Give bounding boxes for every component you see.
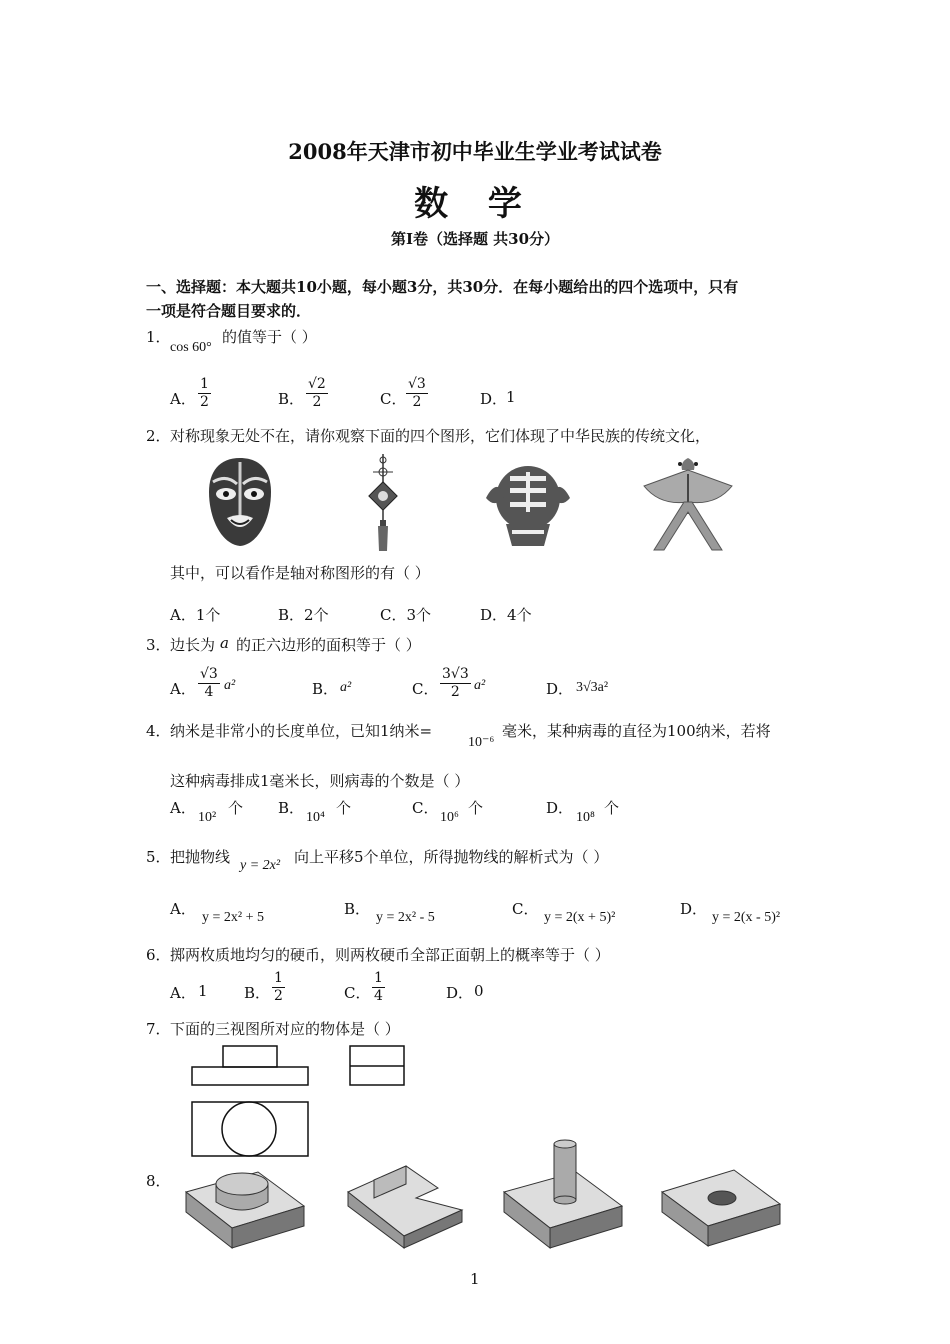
q3-option-b-label: B． (312, 680, 339, 698)
q6-option-b-label: B． (244, 984, 271, 1002)
q6-stem: 掷两枚质地均匀的硬币，则两枚硬币全部正面朝上的概率等于（ ） (170, 946, 610, 964)
q1-option-a-fraction (198, 376, 211, 411)
q4-option-c-unit: 个 (468, 799, 484, 817)
q5-option-c-value: y = 2(x + 5)² (544, 910, 616, 925)
q6-option-d-label: D． (446, 984, 474, 1002)
q2-option-b: B．2个 (278, 606, 329, 624)
q1-c-numerator: √3 (408, 376, 426, 392)
q3-c-tail: a² (474, 678, 486, 693)
side-view-icon (348, 1044, 408, 1088)
opera-mask-icon (205, 456, 275, 548)
exam-title: 2008年天津市初中毕业生学业考试试卷 (288, 139, 662, 164)
q1-a-numerator: 1 (200, 376, 209, 392)
q5-option-c-label: C． (512, 900, 539, 918)
q6-option-a-value: 1 (198, 982, 208, 1000)
q4-number: 4． (146, 722, 171, 740)
q1-option-d-value: 1 (506, 388, 516, 406)
section-instruction-line2: 一项是符合题目要求的． (146, 302, 312, 320)
q1-c-denominator: 2 (412, 394, 422, 410)
q4-option-c-value: 10⁶ (440, 810, 459, 825)
q2-option-c: C．3个 (380, 606, 432, 624)
q5-number: 5． (146, 848, 171, 866)
q8-number: 8． (146, 1172, 171, 1190)
q1-expression: cos 60° (170, 340, 212, 355)
q4-option-c-label: C． (412, 799, 439, 817)
q2-option-d: D．4个 (480, 606, 532, 624)
q5-option-b-label: B． (344, 900, 371, 918)
swallow-kite-icon (640, 454, 736, 552)
q3-option-b-value: a² (340, 680, 352, 695)
q2-option-a: A．1个 (170, 606, 221, 624)
q3-stem-pre: 边长为 (170, 636, 216, 654)
q3-option-c-fraction (440, 666, 471, 701)
q3-stem-post: 的正六边形的面积等于（ ） (236, 636, 421, 654)
q6-option-c-label: C． (344, 984, 371, 1002)
section-instruction-line1: 一、选择题：本大题共10小题，每小题3分，共30分．在每小题给出的四个选项中，只有 (146, 278, 739, 296)
solid-option-c-icon (502, 1138, 624, 1250)
q5-stem-a: 把抛物线 (170, 848, 231, 866)
page-number: 1 (470, 1270, 480, 1288)
q1-option-d-label: D． (480, 390, 508, 408)
q2-stem: 对称现象无处不在，请你观察下面的四个图形，它们体现了中华民族的传统文化， (170, 427, 711, 445)
q5-stem-b: 向上平移5个单位，所得抛物线的解析式为（ ） (294, 848, 609, 866)
q3-variable: a (220, 634, 229, 652)
q3-a-tail: a² (224, 678, 236, 693)
q6-c-numerator: 1 (374, 970, 383, 986)
q4-option-d-unit: 个 (604, 799, 620, 817)
q1-b-denominator: 2 (312, 394, 322, 410)
q6-option-b-fraction (272, 970, 285, 1005)
q1-option-b-fraction (306, 376, 328, 411)
q1-stem: 的值等于（ ） (222, 328, 317, 346)
q1-option-b-label: B． (278, 390, 305, 408)
q5-option-d-label: D． (680, 900, 708, 918)
q2-number: 2． (146, 427, 171, 445)
q6-option-d-value: 0 (474, 982, 484, 1000)
q1-option-a-label: A． (170, 390, 196, 408)
q4-option-a-unit: 个 (228, 799, 244, 817)
solid-option-b-icon (346, 1160, 466, 1250)
q3-a-numerator: √3 (200, 666, 218, 682)
q3-a-denominator: 4 (204, 684, 214, 700)
part-title: 第Ⅰ卷（选择题 共30分） (390, 230, 560, 248)
chinese-knot-icon (365, 454, 401, 552)
q4-option-a-label: A． (170, 799, 196, 817)
q4-stem-b: 毫米，某种病毒的直径为100纳米，若将 (502, 722, 771, 740)
q4-stem-a: 纳米是非常小的长度单位，已知1纳米= (170, 722, 433, 740)
q1-option-c-fraction (406, 376, 428, 411)
solid-option-a-icon (184, 1166, 306, 1250)
q4-option-a-value: 10² (198, 810, 217, 825)
q5-option-a-label: A． (170, 900, 196, 918)
q6-option-a-label: A． (170, 984, 196, 1002)
q4-stem-line2: 这种病毒排成1毫米长，则病毒的个数是（ ） (170, 772, 470, 790)
double-happiness-icon (482, 458, 574, 550)
q3-c-denominator: 2 (450, 684, 460, 700)
q4-option-b-unit: 个 (336, 799, 352, 817)
q5-expression: y = 2x² (240, 858, 281, 873)
q6-c-denominator: 4 (374, 988, 383, 1004)
q4-option-b-value: 10⁴ (306, 810, 325, 825)
q4-option-d-value: 10⁸ (576, 810, 595, 825)
q1-b-numerator: √2 (308, 376, 326, 392)
q5-option-b-value: y = 2x² - 5 (376, 910, 435, 925)
q3-option-a-fraction (198, 666, 220, 701)
q7-stem: 下面的三视图所对应的物体是（ ） (170, 1020, 400, 1038)
q3-option-a-label: A． (170, 680, 196, 698)
q4-option-b-label: B． (278, 799, 305, 817)
q3-c-numerator: 3√3 (442, 666, 469, 682)
subject-title: 数 学 (414, 184, 536, 224)
q6-option-c-fraction (372, 970, 385, 1005)
q3-option-d-value: 3√3a² (576, 680, 609, 695)
q1-a-denominator: 2 (200, 394, 209, 410)
front-view-icon (190, 1044, 312, 1088)
top-view-icon (190, 1100, 312, 1158)
q5-option-d-value: y = 2(x - 5)² (712, 910, 781, 925)
q4-option-d-label: D． (546, 799, 574, 817)
q5-option-a-value: y = 2x² + 5 (202, 910, 264, 925)
q1-option-c-label: C． (380, 390, 407, 408)
q6-b-numerator: 1 (274, 970, 283, 986)
q3-option-c-label: C． (412, 680, 439, 698)
q6-number: 6． (146, 946, 171, 964)
q3-number: 3． (146, 636, 171, 654)
q7-number: 7． (146, 1020, 171, 1038)
q2-stem-line2: 其中，可以看作是轴对称图形的有（ ） (170, 564, 430, 582)
solid-option-d-icon (660, 1160, 782, 1250)
q1-number: 1． (146, 328, 171, 346)
q3-option-d-label: D． (546, 680, 574, 698)
q4-power: 10⁻⁶ (468, 735, 495, 750)
q6-b-denominator: 2 (274, 988, 283, 1004)
